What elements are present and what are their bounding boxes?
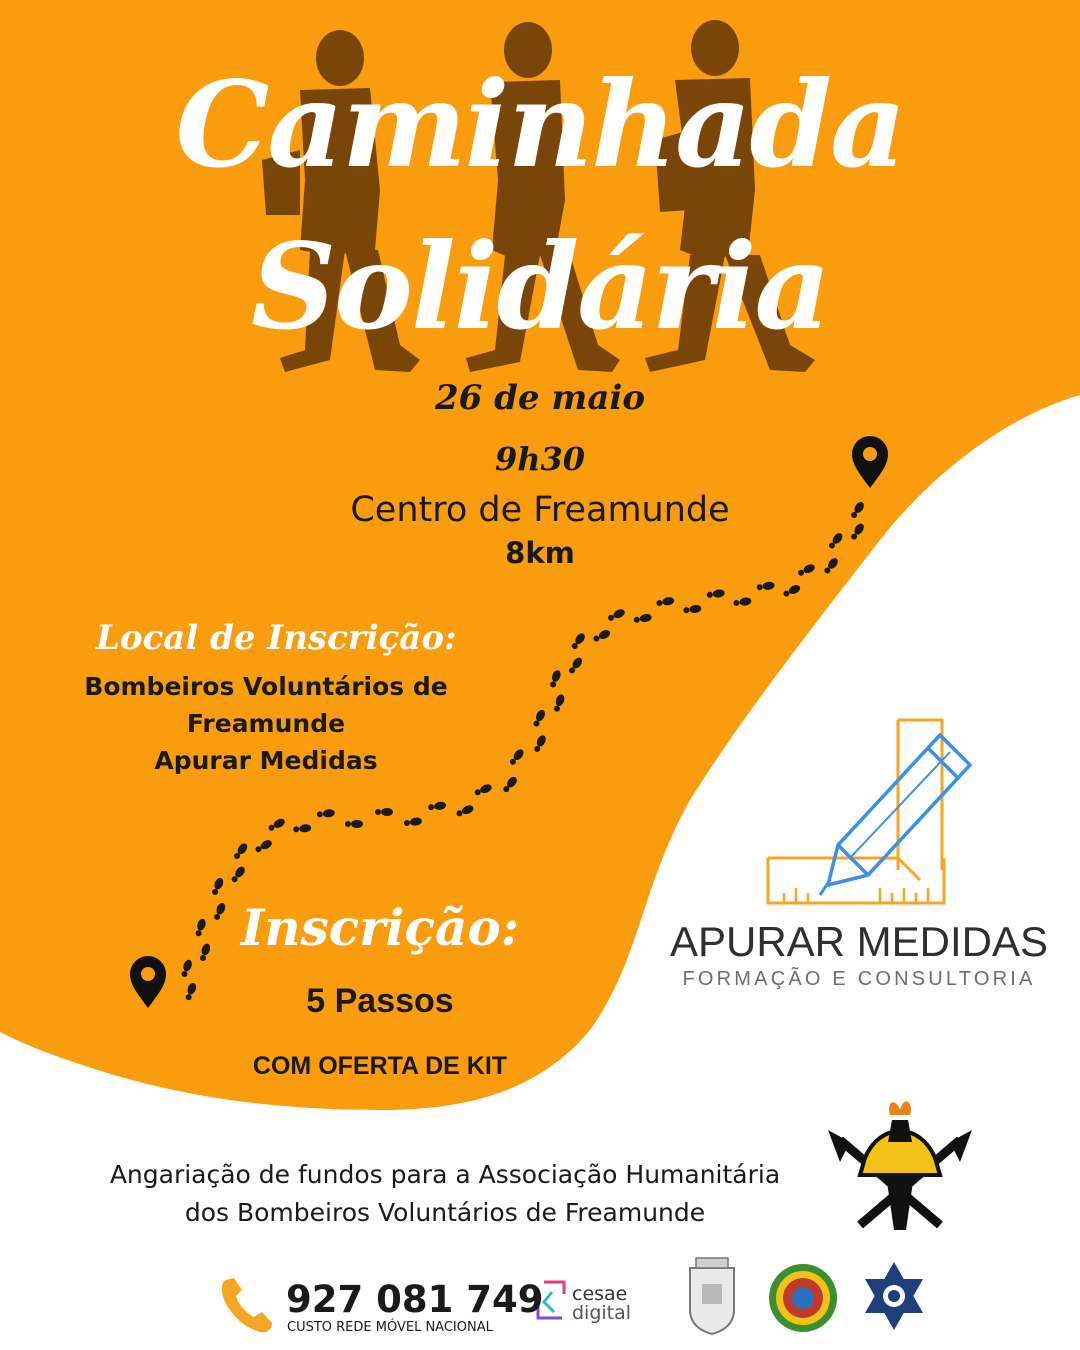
fundraising-line-2: dos Bombeiros Voluntários de Freamunde [184, 1198, 706, 1227]
registration-location-line: Bombeiros Voluntários de [84, 672, 448, 701]
sponsor-name: APURAR MEDIDAS [669, 918, 1049, 965]
registration-fee-title: Inscrição: [240, 898, 520, 957]
phone-icon [222, 1278, 272, 1332]
event-date: 26 de maio [435, 378, 645, 418]
registration-fee-value: 5 Passos [306, 982, 454, 1020]
sponsor-subtitle: FORMAÇÃO E CONSULTORIA [682, 968, 1036, 990]
title-line-1: Caminhada [175, 55, 905, 194]
event-place: Centro de Freamunde [350, 490, 730, 530]
crest-icon [690, 1258, 734, 1334]
registration-location-title: Local de Inscrição: [96, 618, 457, 658]
title-line-2: Solidária [251, 217, 829, 356]
footprint [345, 820, 363, 828]
footprint [375, 808, 393, 816]
pencil-ruler-logo [768, 720, 970, 903]
registration-fee-note: COM OFERTA DE KIT [252, 1052, 508, 1080]
fundraising-line-1: Angariação de fundos para a Associação Humanitária [109, 1160, 781, 1189]
phone-note: CUSTO REDE MÓVEL NACIONAL [287, 1320, 493, 1335]
municipal-badge-icon [769, 1264, 837, 1332]
registration-location-line: Apurar Medidas [154, 746, 378, 775]
star-of-life-icon [865, 1262, 923, 1330]
phone-number[interactable]: 927 081 749 [286, 1278, 544, 1321]
partner-logo-line-2: digital [572, 1302, 632, 1324]
event-time: 9h30 [494, 440, 586, 478]
event-distance: 8km [505, 536, 575, 570]
registration-location-line: Freamunde [186, 709, 346, 738]
partner-logo-line-1: cesae [572, 1283, 628, 1305]
